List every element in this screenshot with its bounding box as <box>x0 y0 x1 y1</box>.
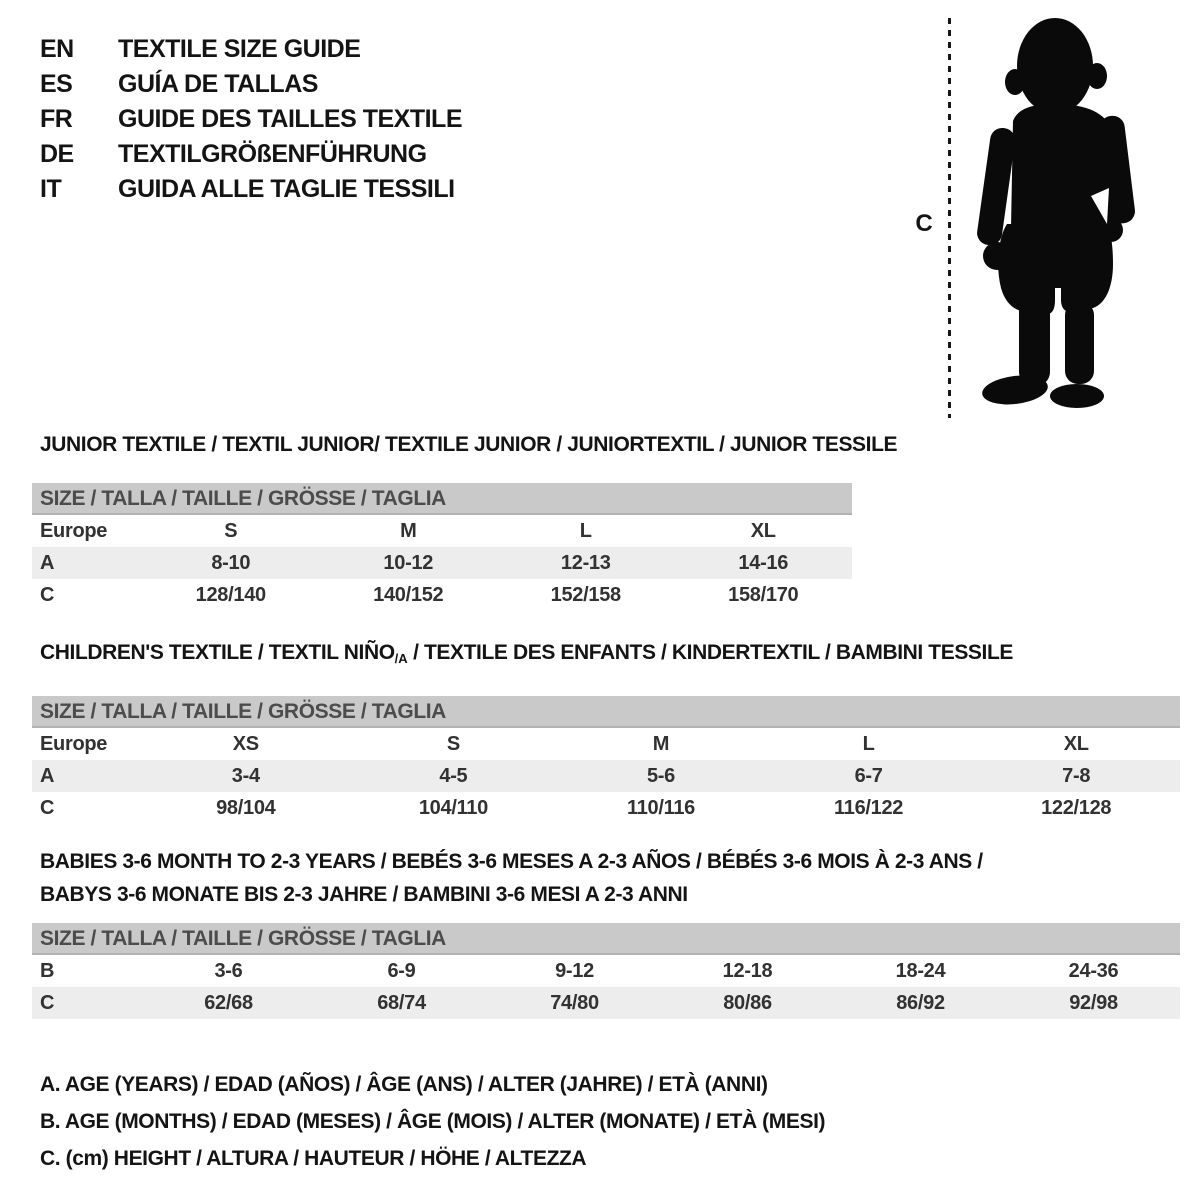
row-label: A <box>40 764 55 787</box>
size-value-cell: 9-12 <box>555 959 594 982</box>
language-row-de <box>40 137 462 172</box>
table-row-a <box>32 760 1180 792</box>
section-title-line: CHILDREN'S TEXTILE / TEXTIL $NIÑO_{/A}$ / TEXTILE DES ENFANTS / KINDERTEXTIL / BAMBINI TESSILE <box>40 641 1014 666</box>
size-header-bar: SIZE / TALLA / TAILLE / GRÖSSE / TAGLIA <box>32 696 1180 728</box>
junior-size-table-section <box>32 432 898 611</box>
language-row-es <box>40 67 462 102</box>
size-value-cell: 12-18 <box>722 959 773 982</box>
legend-line-a: A. AGE (YEARS) / EDAD (AÑOS) / ÂGE (ANS) / ALTER (JAHRE) / ETÀ (ANNI) <box>40 1073 768 1096</box>
guide-title: TEXTILE SIZE GUIDE <box>118 35 361 63</box>
size-value-cell: 6-7 <box>854 764 883 787</box>
junior-table-title <box>32 432 898 458</box>
size-value-cell: S <box>224 519 238 542</box>
size-value-cell: 24-36 <box>1068 959 1119 982</box>
size-value-cell: 104/110 <box>418 796 488 819</box>
legend-line-c: C. (cm) HEIGHT / ALTURA / HAUTEUR / HÖHE / ALTEZZA <box>40 1147 587 1170</box>
row-label: A <box>40 551 55 574</box>
language-row-it <box>40 172 462 207</box>
size-value-cell: 116/122 <box>834 796 904 819</box>
size-value-cell: L <box>862 732 875 755</box>
size-value-cell: 6-9 <box>387 959 416 982</box>
size-value-cell: S <box>446 732 460 755</box>
size-value-cell: 110/116 <box>626 796 695 819</box>
size-value-cell: 92/98 <box>1069 991 1118 1014</box>
table-row-a <box>32 547 852 579</box>
children-table-title <box>32 640 1180 672</box>
language-title-block <box>40 32 462 207</box>
size-value-cell: 62/68 <box>204 991 253 1014</box>
guide-title: GUÍA DE TALLAS <box>118 70 318 98</box>
table-row-b <box>32 955 1180 987</box>
size-value-cell: 68/74 <box>377 991 426 1014</box>
language-code: ES <box>40 70 73 98</box>
babies-size-table-section <box>32 845 1180 1019</box>
size-value-cell: 10-12 <box>383 551 434 574</box>
language-code: IT <box>40 175 62 203</box>
guide-title: GUIDA ALLE TAGLIE TESSILI <box>118 175 455 203</box>
size-value-cell: 4-5 <box>439 764 468 787</box>
legend-line-b: B. AGE (MONTHS) / EDAD (MESES) / ÂGE (MOIS) / ALTER (MONATE) / ETÀ (MESI) <box>40 1110 826 1133</box>
row-label: B <box>40 959 55 982</box>
children-size-table-section <box>32 640 1180 824</box>
size-value-cell: 122/128 <box>1041 796 1112 819</box>
size-value-cell: XL <box>1063 732 1089 755</box>
size-value-cell: 7-8 <box>1062 764 1091 787</box>
size-value-cell: M <box>652 732 670 755</box>
table-body <box>32 955 1180 1019</box>
height-measure-label: C <box>915 210 933 237</box>
table-row-c <box>32 579 852 611</box>
table-row-europe <box>32 515 852 547</box>
size-value-cell: M <box>400 519 417 542</box>
babies-table-title <box>32 845 1180 911</box>
size-value-cell: 8-10 <box>211 551 251 574</box>
size-value-cell: 14-16 <box>738 551 789 574</box>
size-value-cell: 80/86 <box>723 991 772 1014</box>
size-value-cell: XS <box>232 732 259 755</box>
section-title-line: JUNIOR TEXTILE / TEXTIL JUNIOR/ TEXTILE JUNIOR / JUNIORTEXTIL / JUNIOR TESSILE <box>40 433 898 456</box>
language-code: EN <box>40 35 74 63</box>
table-row-europe <box>32 728 1180 760</box>
guide-title: TEXTILGRÖßENFÜHRUNG <box>118 140 427 168</box>
size-value-cell: 98/104 <box>216 796 276 819</box>
row-label: Europe <box>40 732 108 755</box>
section-title-line: BABYS 3-6 MONATE BIS 2-3 JAHRE / BAMBINI 3-6 MESI A 2-3 ANNI <box>40 883 688 906</box>
size-value-cell: 3-4 <box>231 764 260 787</box>
size-header-bar: SIZE / TALLA / TAILLE / GRÖSSE / TAGLIA <box>32 483 852 515</box>
height-dashed-line <box>948 18 951 418</box>
size-value-cell: 74/80 <box>550 991 599 1014</box>
size-value-cell: 5-6 <box>646 764 675 787</box>
row-label: C <box>40 991 55 1014</box>
language-row-en <box>40 32 462 67</box>
size-value-cell: XL <box>750 519 776 542</box>
size-value-cell: 3-6 <box>214 959 243 982</box>
measure-legend <box>40 1066 825 1177</box>
size-value-cell: 140/152 <box>373 583 444 606</box>
size-value-cell: 18-24 <box>895 959 946 982</box>
toddler-silhouette-icon <box>963 16 1135 420</box>
language-code: DE <box>40 140 74 168</box>
table-row-c <box>32 792 1180 824</box>
size-value-cell: 12-13 <box>560 551 611 574</box>
language-code: FR <box>40 105 73 133</box>
table-body <box>32 728 1180 824</box>
size-header-bar: SIZE / TALLA / TAILLE / GRÖSSE / TAGLIA <box>32 923 1180 955</box>
language-row-fr <box>40 102 462 137</box>
size-value-cell: 158/170 <box>728 583 799 606</box>
size-value-cell: 152/158 <box>550 583 621 606</box>
table-row-c <box>32 987 1180 1019</box>
size-value-cell: L <box>579 519 592 542</box>
size-value-cell: 86/92 <box>896 991 945 1014</box>
row-label: Europe <box>40 519 108 542</box>
row-label: C <box>40 796 55 819</box>
row-label: C <box>40 583 55 606</box>
size-value-cell: 128/140 <box>195 583 266 606</box>
guide-title: GUIDE DES TAILLES TEXTILE <box>118 105 463 133</box>
section-title-line: BABIES 3-6 MONTH TO 2-3 YEARS / BEBÉS 3-6 MESES A 2-3 AÑOS / BÉBÉS 3-6 MOIS À 2-3 ANS / <box>40 850 983 873</box>
table-body <box>32 515 852 611</box>
